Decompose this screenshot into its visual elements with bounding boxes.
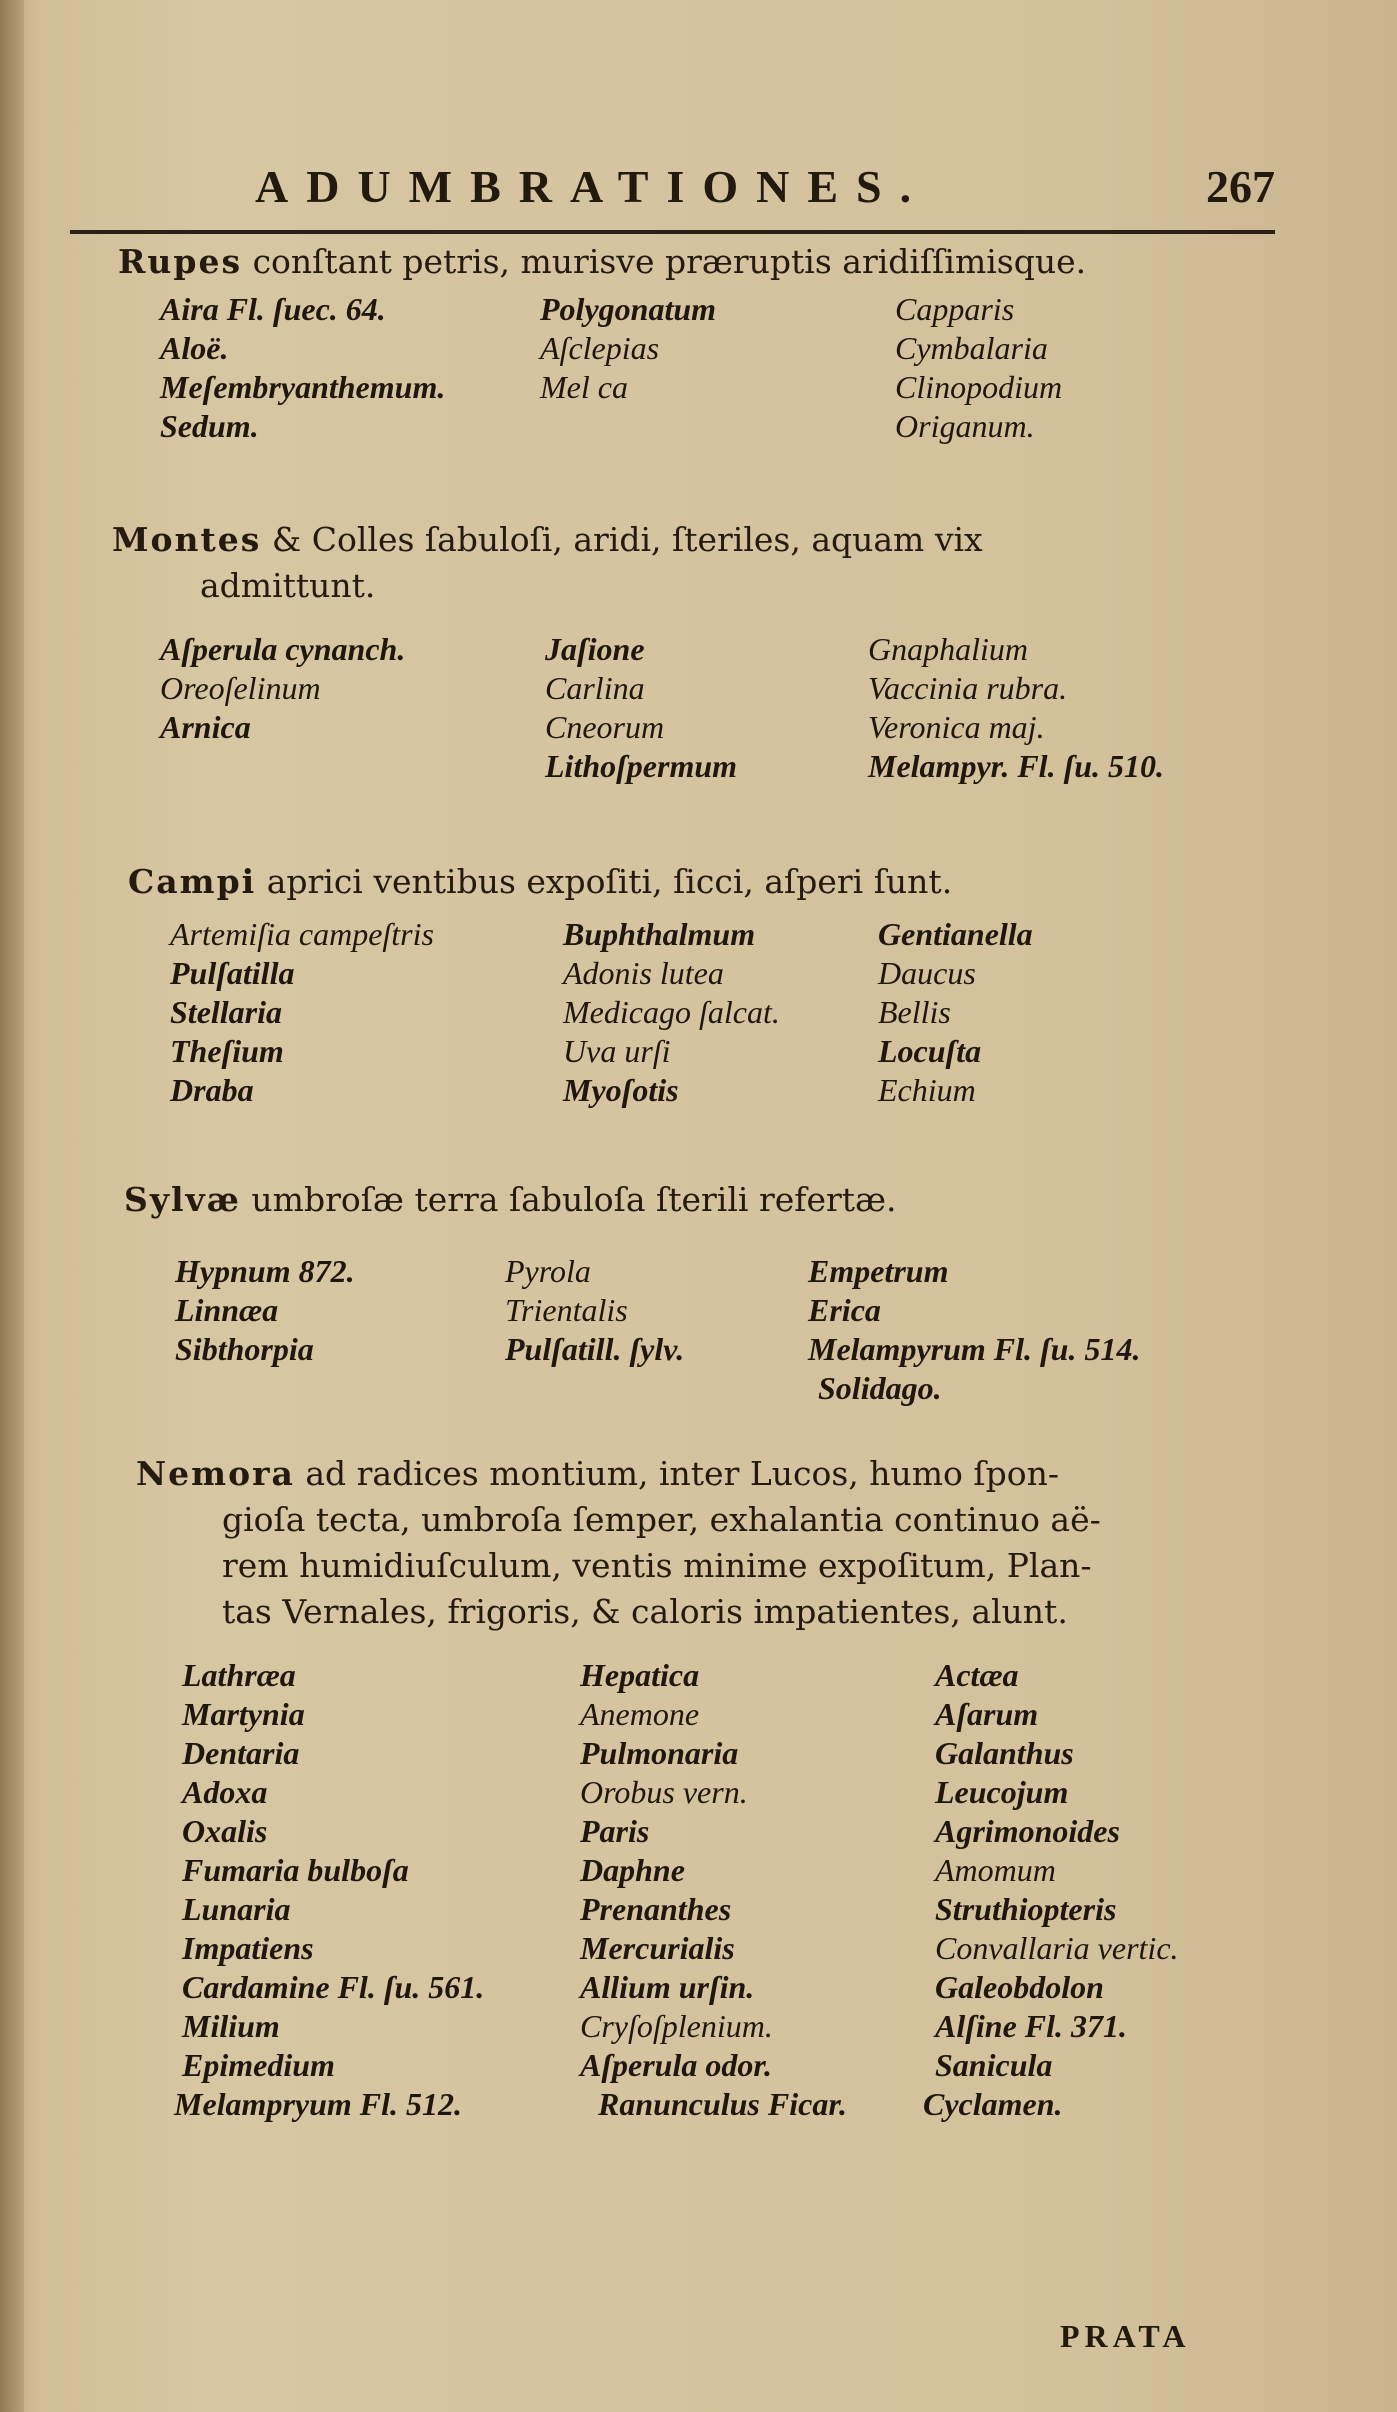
sylvae-col-1	[175, 1252, 355, 1369]
plant-entry: Artemiſia campeſtris	[170, 916, 434, 952]
sylvae-key: Sylvæ	[124, 1180, 241, 1219]
plant-entry: Vaccinia rubra.	[868, 670, 1068, 706]
plant-entry: Draba	[170, 1072, 254, 1108]
plant-entry: Aſperula cynanch.	[160, 631, 406, 667]
plant-entry: Stellaria	[170, 994, 283, 1030]
plant-entry: Galeobdolon	[935, 1969, 1104, 2005]
nemora-key: Nemora	[136, 1454, 295, 1493]
plant-entry: Daphne	[580, 1852, 685, 1888]
plant-entry: Cneorum	[545, 709, 665, 745]
plant-entry: Hypnum 872.	[175, 1253, 355, 1289]
plant-entry: Polygonatum	[540, 291, 717, 327]
plant-entry: Orobus vern.	[580, 1774, 748, 1810]
montes-text-line-2: admittunt.	[200, 566, 376, 605]
plant-entry: Cardamine Fl. ſu. 561.	[182, 1969, 485, 2005]
campi-key: Campi	[128, 862, 257, 901]
plant-entry: Paris	[580, 1813, 650, 1849]
campi-col-1	[170, 915, 434, 1110]
plant-entry: Aloë.	[160, 330, 229, 366]
plant-entry: Sibthorpia	[175, 1331, 314, 1367]
plant-entry: Pulſatill. ſylv.	[505, 1331, 685, 1367]
plant-entry: Aſclepias	[540, 330, 660, 366]
plant-entry: Clinopodium	[895, 369, 1063, 405]
sylvae-col-2	[505, 1252, 684, 1369]
plant-entry: Mel ca	[540, 369, 628, 405]
plant-entry: Capparis	[895, 291, 1015, 327]
plant-entry: Trientalis	[505, 1292, 628, 1328]
plant-entry: Solidago.	[818, 1370, 942, 1406]
montes-col-1	[160, 630, 405, 747]
plant-entry: Arnica	[160, 709, 251, 745]
plant-entry: Amomum	[935, 1852, 1056, 1888]
nemora-col-3	[923, 1656, 1179, 2124]
header-rule	[70, 230, 1275, 234]
nemora-col-1	[174, 1656, 485, 2124]
plant-entry: Echium	[878, 1072, 976, 1108]
plant-entry: Dentaria	[182, 1735, 300, 1771]
page-number: 267	[1206, 161, 1275, 212]
campi-col-2	[563, 915, 780, 1110]
sylvae-lead	[124, 1178, 897, 1222]
nemora-text-line-1: ad radices montium, inter Lucos, humo ſpon-	[305, 1454, 1060, 1493]
plant-entry: Galanthus	[935, 1735, 1074, 1771]
plant-entry: Convallaria vertic.	[935, 1930, 1179, 1966]
plant-entry: Alſine Fl. 371.	[935, 2008, 1128, 2044]
plant-entry: Adonis lutea	[563, 955, 724, 991]
nemora-text-line-2: gioſa tecta, umbroſa ſemper, exhalantia continuo aë-	[222, 1500, 1101, 1539]
plant-entry: Cymbalaria	[895, 330, 1048, 366]
plant-entry: Melampyr. Fl. ſu. 510.	[868, 748, 1165, 784]
rupes-lead	[118, 240, 1086, 284]
nemora-lead	[136, 1452, 1059, 1496]
plant-entry: Sanicula	[935, 2047, 1053, 2083]
plant-entry: Sedum.	[160, 408, 259, 444]
rupes-col-1	[160, 290, 445, 446]
plant-entry: Theſium	[170, 1033, 284, 1069]
sylvae-col-3	[808, 1252, 1140, 1408]
catchword: PRATA	[1060, 2318, 1191, 2354]
nemora-text-line-3: rem humidiuſculum, ventis minime expoſitum, Plan-	[222, 1546, 1092, 1585]
plant-entry: Buphthalmum	[563, 916, 756, 952]
campi-lead	[128, 860, 952, 904]
plant-entry: Medicago ſalcat.	[563, 994, 780, 1030]
plant-entry: Daucus	[878, 955, 976, 991]
plant-entry: Origanum.	[895, 408, 1035, 444]
plant-entry: Myoſotis	[563, 1072, 679, 1108]
plant-entry: Veronica maj.	[868, 709, 1045, 745]
plant-entry: Gentianella	[878, 916, 1033, 952]
plant-entry: Aſperula odor.	[580, 2047, 773, 2083]
plant-entry: Struthiopteris	[935, 1891, 1117, 1927]
montes-key: Montes	[112, 520, 262, 559]
plant-entry: Oxalis	[182, 1813, 268, 1849]
rupes-col-3	[895, 290, 1062, 446]
plant-entry: Leucojum	[935, 1774, 1069, 1810]
page-edge-shadow	[0, 0, 24, 2412]
plant-entry: Melampryum Fl. 512.	[174, 2086, 463, 2122]
plant-entry: Cyclamen.	[923, 2086, 1063, 2122]
plant-entry: Ranunculus Ficar.	[598, 2086, 847, 2122]
plant-entry: Empetrum	[808, 1253, 949, 1289]
plant-entry: Aſarum	[935, 1696, 1039, 1732]
running-head: ADUMBRATIONES.	[255, 161, 930, 212]
plant-entry: Actæa	[935, 1657, 1019, 1693]
rupes-text: conſtant petris, murisve præruptis aridiſſimisque.	[252, 242, 1087, 281]
plant-entry: Lunaria	[182, 1891, 291, 1927]
page-header	[255, 160, 1275, 220]
montes-col-3	[868, 630, 1164, 786]
plant-entry: Linnæa	[175, 1292, 279, 1328]
plant-entry: Jaſione	[545, 631, 645, 667]
plant-entry: Lathræa	[182, 1657, 296, 1693]
montes-lead	[112, 518, 983, 562]
montes-text-line-1: & Colles ſabuloſi, aridi, ſteriles, aquam vix	[271, 520, 983, 559]
plant-entry: Uva urſi	[563, 1033, 671, 1069]
plant-entry: Milium	[182, 2008, 280, 2044]
plant-entry: Impatiens	[182, 1930, 314, 1966]
plant-entry: Agrimonoides	[935, 1813, 1120, 1849]
nemora-col-2	[580, 1656, 847, 2124]
plant-entry: Locuſta	[878, 1033, 982, 1069]
plant-entry: Aira Fl. ſuec. 64.	[160, 291, 386, 327]
plant-entry: Pyrola	[505, 1253, 591, 1289]
plant-entry: Prenanthes	[580, 1891, 732, 1927]
plant-entry: Lithoſpermum	[545, 748, 738, 784]
plant-entry: Epimedium	[182, 2047, 335, 2083]
plant-entry: Hepatica	[580, 1657, 700, 1693]
campi-col-3	[878, 915, 1033, 1110]
nemora-text-line-4: tas Vernales, frigoris, & caloris impatientes, alunt.	[222, 1592, 1068, 1631]
plant-entry: Martynia	[182, 1696, 305, 1732]
plant-entry: Meſembryanthemum.	[160, 369, 446, 405]
plant-entry: Cryſoſplenium.	[580, 2008, 773, 2044]
plant-entry: Anemone	[580, 1696, 700, 1732]
montes-col-2	[545, 630, 737, 786]
plant-entry: Pulſatilla	[170, 955, 295, 991]
rupes-col-2	[540, 290, 716, 407]
rupes-key: Rupes	[118, 242, 243, 281]
plant-entry: Oreoſelinum	[160, 670, 321, 706]
plant-entry: Fumaria bulboſa	[182, 1852, 409, 1888]
sylvae-text: umbroſæ terra ſabuloſa ſterili refertæ.	[251, 1180, 897, 1219]
plant-entry: Bellis	[878, 994, 951, 1030]
plant-entry: Pulmonaria	[580, 1735, 739, 1771]
plant-entry: Allium urſin.	[580, 1969, 755, 2005]
plant-entry: Erica	[808, 1292, 881, 1328]
plant-entry: Melampyrum Fl. ſu. 514.	[808, 1331, 1141, 1367]
plant-entry: Adoxa	[182, 1774, 268, 1810]
plant-entry: Mercurialis	[580, 1930, 735, 1966]
plant-entry: Gnaphalium	[868, 631, 1028, 667]
campi-text: aprici ventibus expoſiti, ſicci, aſperi ſunt.	[266, 862, 953, 901]
plant-entry: Carlina	[545, 670, 645, 706]
